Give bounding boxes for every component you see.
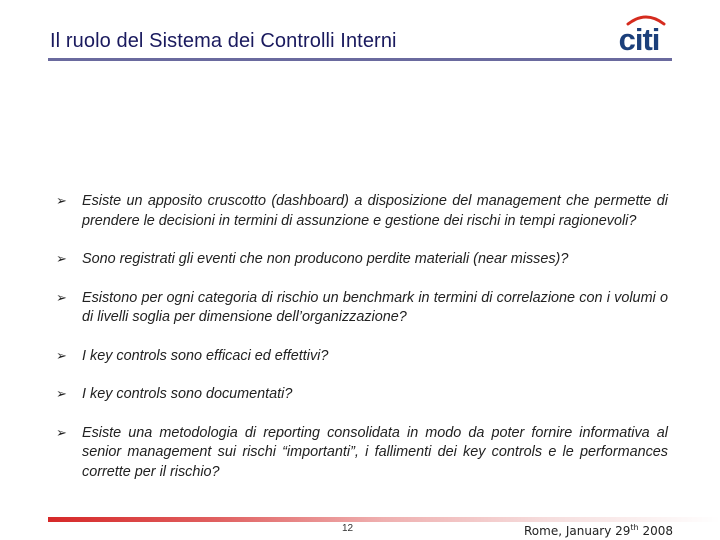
bullet-text: Sono registrati gli eventi che non producono perdite materiali (near misses)? bbox=[82, 251, 569, 267]
footer-date-year: 2008 bbox=[638, 524, 673, 538]
title-underline bbox=[48, 58, 672, 61]
bullet-text: Esistono per ogni categoria di rischio un benchmark in termini di correlazione con i volumi o di livelli soglia per dimensione dell’organizzazione? bbox=[82, 289, 668, 325]
bullet-item bbox=[56, 424, 668, 483]
bullet-item bbox=[56, 192, 668, 231]
footer-gradient-bar bbox=[48, 517, 720, 522]
bullet-text: I key controls sono efficaci ed effettivi? bbox=[82, 347, 329, 364]
slide-title: Il ruolo del Sistema dei Controlli Interni bbox=[50, 30, 397, 52]
bullet-text: Esiste un apposito cruscotto (dashboard) a disposizione del management che permette di prendere le decisioni in termini di assunzione e gestione dei rischi in tempi ragionevoli? bbox=[82, 193, 668, 229]
footer-date-prefix: Rome, January 29 bbox=[524, 524, 631, 538]
bullet-text: Esiste una metodologia di reporting consolidata in modo da poter fornire informativa al senior management sui rischi “importanti”, i fallimenti dei key controls e le performances corrette per il rischio? bbox=[82, 424, 668, 480]
arrow-right-icon: ➢ bbox=[56, 425, 67, 441]
page-number: 12 bbox=[342, 523, 354, 534]
arrow-right-icon: ➢ bbox=[56, 252, 67, 267]
arrow-right-icon: ➢ bbox=[56, 387, 67, 402]
bullet-list bbox=[56, 192, 668, 482]
arrow-right-icon: ➢ bbox=[56, 290, 67, 306]
citi-logo-text: citi bbox=[618, 22, 660, 56]
bullet-item bbox=[56, 347, 668, 367]
arrow-right-icon: ➢ bbox=[56, 348, 67, 364]
bullet-text: I key controls sono documentati? bbox=[82, 386, 293, 402]
bullet-item bbox=[56, 289, 668, 328]
citi-logo bbox=[606, 8, 672, 56]
footer-date bbox=[524, 523, 673, 538]
arrow-right-icon: ➢ bbox=[56, 194, 67, 209]
footer-date-suffix: th bbox=[630, 523, 639, 532]
bullet-item bbox=[56, 250, 668, 270]
bullet-item bbox=[56, 385, 668, 405]
